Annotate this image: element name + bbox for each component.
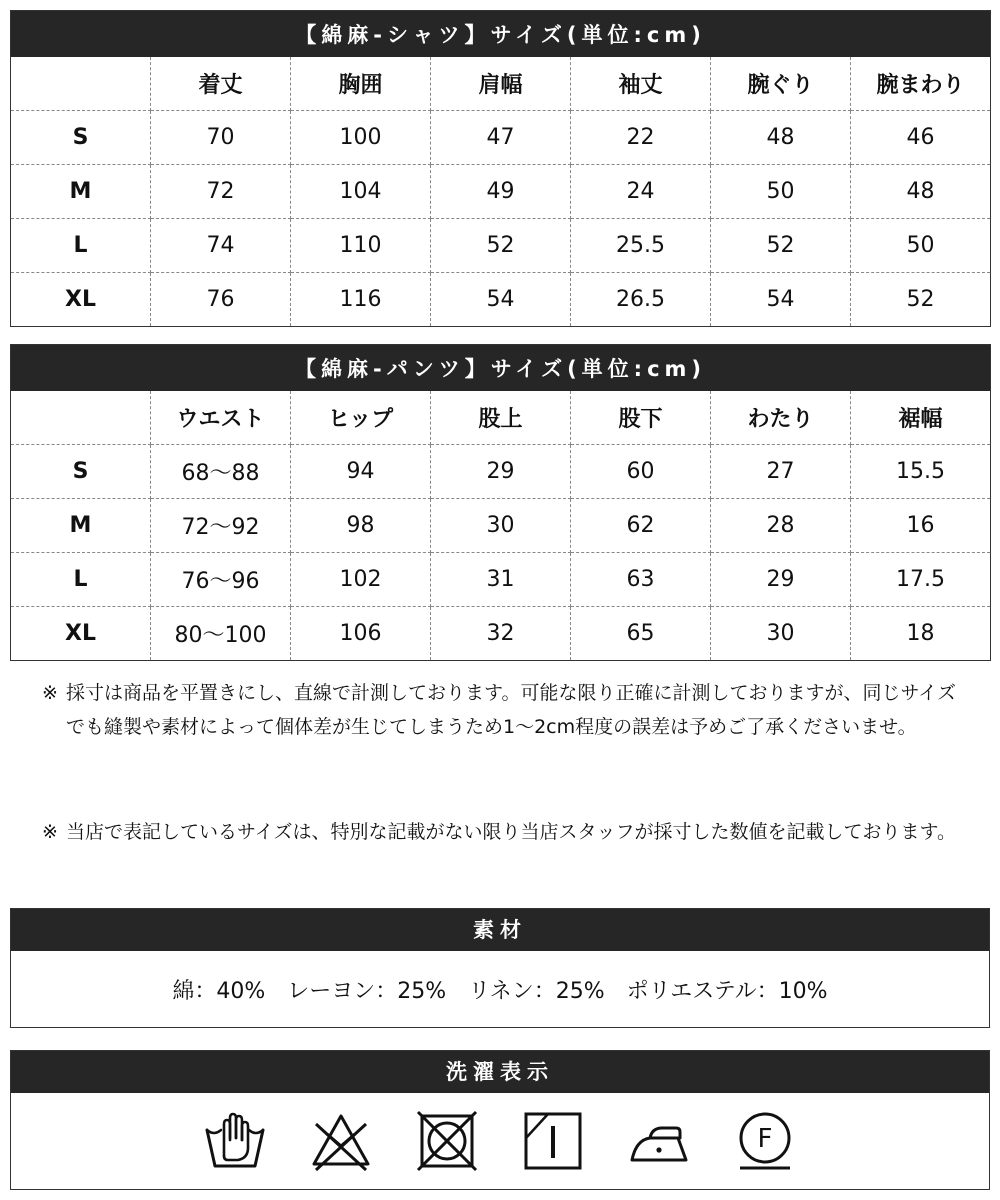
table-cell: 29 <box>711 553 851 607</box>
pants-table-header <box>11 345 991 391</box>
column-header: わたり <box>711 391 851 445</box>
table-cell: 46 <box>851 111 991 165</box>
table-cell: 65 <box>571 607 711 661</box>
size-label: L <box>11 219 151 273</box>
table-cell: 17.5 <box>851 553 991 607</box>
table-cell: 52 <box>711 219 851 273</box>
drip-dry-icon <box>522 1110 584 1172</box>
table-cell: 18 <box>906 621 935 646</box>
column-header: 裾幅 <box>851 391 991 445</box>
note-mark: ※ <box>42 821 58 843</box>
table-cell: 102 <box>291 553 431 607</box>
table-cell: 15.5 <box>851 445 991 499</box>
table-cell: 31 <box>431 553 571 607</box>
column-header: 股下 <box>571 391 711 445</box>
column-header: 肩幅 <box>431 57 571 111</box>
table-cell: 29 <box>431 445 571 499</box>
size-label: S <box>11 445 151 499</box>
table-cell: 26.5 <box>571 273 711 327</box>
table-row <box>11 219 991 273</box>
table-cell: 94 <box>291 445 431 499</box>
shirt-table-header <box>11 11 991 57</box>
table-cell: 98 <box>291 499 431 553</box>
table-cell: 106 <box>291 607 431 661</box>
material-title: 素材 <box>11 909 989 951</box>
table-cell: 74 <box>151 219 291 273</box>
table-cell: 30 <box>431 499 571 553</box>
table-cell: 72〜92 <box>151 499 291 553</box>
pants-size-table <box>10 344 991 661</box>
measurement-note <box>42 676 962 744</box>
table-row <box>11 607 991 661</box>
table-cell: 24 <box>571 165 711 219</box>
table-cell: 104 <box>291 165 431 219</box>
table-cell: 100 <box>291 111 431 165</box>
table-cell: 76 <box>151 273 291 327</box>
table-row <box>11 553 991 607</box>
pants-table-title: 【綿麻-パンツ】サイズ(単位:cm) <box>11 345 991 391</box>
table-cell: 22 <box>571 111 711 165</box>
table-cell: 62 <box>571 499 711 553</box>
table-cell: 110 <box>291 219 431 273</box>
pants-column-headers <box>11 391 991 445</box>
table-cell: 50 <box>711 165 851 219</box>
laundry-section <box>10 1050 990 1190</box>
table-cell: 60 <box>571 445 711 499</box>
column-header: ヒップ <box>291 391 431 445</box>
table-cell: 48 <box>851 165 991 219</box>
column-header: 胸囲 <box>291 57 431 111</box>
low-iron-icon <box>628 1110 690 1172</box>
size-source-note <box>42 815 962 849</box>
column-header: 腕まわり <box>851 57 991 111</box>
table-cell: 70 <box>151 111 291 165</box>
no-tumble-dry-icon <box>416 1110 478 1172</box>
table-row <box>11 499 991 553</box>
size-label: S <box>11 111 151 165</box>
table-cell: 32 <box>431 607 571 661</box>
measurement-note-text: 採寸は商品を平置きにし、直線で計測しております。可能な限り正確に計測しておりますが、同じサイズでも縫製や素材によって個体差が生じてしまうため1〜2cm程度の誤差は予めご了承くださいませ。 <box>66 682 956 738</box>
material-composition: 綿：40% レーヨン：25% リネン：25% ポリエステル：10% <box>172 978 828 1004</box>
corner-cell <box>11 391 151 445</box>
table-cell: 48 <box>711 111 851 165</box>
table-cell: 76〜96 <box>151 553 291 607</box>
table-cell: 63 <box>571 553 711 607</box>
laundry-icons <box>11 1093 989 1189</box>
table-cell: 54 <box>431 273 571 327</box>
size-source-note-text: 当店で表記しているサイズは、特別な記載がない限り当店スタッフが採寸した数値を記載しております。 <box>66 821 956 843</box>
table-cell: 52 <box>431 219 571 273</box>
column-header: ウエスト <box>151 391 291 445</box>
note-mark: ※ <box>42 682 58 704</box>
table-cell: 68〜88 <box>151 445 291 499</box>
table-cell: 27 <box>711 445 851 499</box>
table-row <box>11 165 991 219</box>
table-cell: 54 <box>711 273 851 327</box>
no-bleach-icon <box>310 1110 372 1172</box>
table-cell: 80〜100 <box>151 607 291 661</box>
shirt-table-title: 【綿麻-シャツ】サイズ(単位:cm) <box>11 11 991 57</box>
table-cell: 52 <box>906 287 935 312</box>
table-cell: 28 <box>711 499 851 553</box>
table-row <box>11 111 991 165</box>
size-label: XL <box>11 607 151 661</box>
column-header: 着丈 <box>151 57 291 111</box>
corner-cell <box>11 57 151 111</box>
table-cell: 30 <box>711 607 851 661</box>
table-cell: 116 <box>291 273 431 327</box>
table-row <box>11 445 991 499</box>
column-header: 股上 <box>431 391 571 445</box>
size-label: M <box>11 165 151 219</box>
dry-clean-f-icon <box>734 1110 796 1172</box>
table-cell: 25.5 <box>571 219 711 273</box>
hand-wash-icon <box>204 1110 266 1172</box>
dry-clean-letter: F <box>757 1124 773 1154</box>
table-cell: 16 <box>851 499 991 553</box>
column-header: 袖丈 <box>571 57 711 111</box>
laundry-title: 洗濯表示 <box>11 1051 989 1093</box>
shirt-column-headers <box>11 57 991 111</box>
column-header: 腕ぐり <box>711 57 851 111</box>
size-label: XL <box>11 273 151 327</box>
table-cell: 47 <box>431 111 571 165</box>
size-label: L <box>11 553 151 607</box>
material-section <box>10 908 990 1028</box>
shirt-size-table <box>10 10 991 327</box>
table-row <box>11 273 991 327</box>
table-cell: 49 <box>431 165 571 219</box>
table-cell: 72 <box>151 165 291 219</box>
table-cell: 50 <box>851 219 991 273</box>
size-label: M <box>11 499 151 553</box>
